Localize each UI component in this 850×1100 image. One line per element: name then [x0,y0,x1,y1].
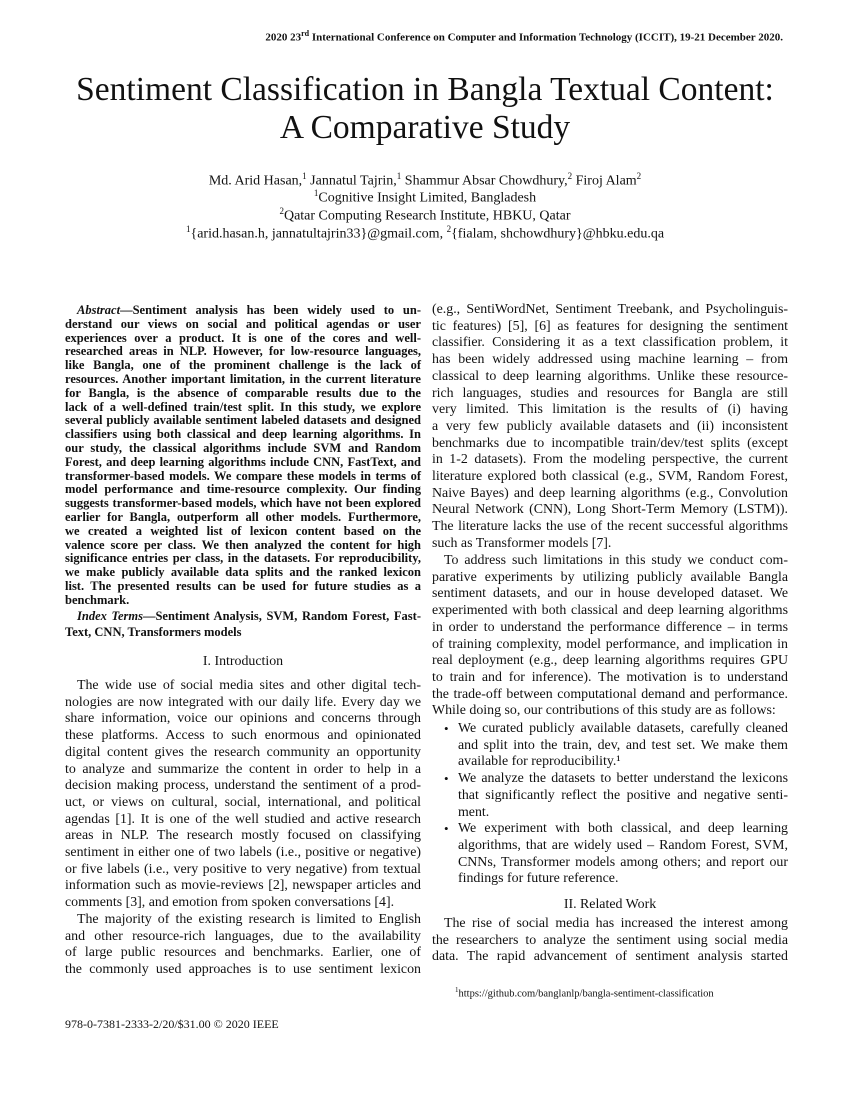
text-line [65,795,421,812]
line-text: several publicly available sentiment labeled datasets and designed [65,413,421,428]
line-text: we created a weighted list of lexicon content based on the [65,523,421,538]
text-line [432,916,788,933]
line-text: algorithms, that are widely used – Random Forest, SVM, [458,837,788,853]
line-text: data. The rapid advancement of sentiment analysis started [432,949,788,965]
line-text: these platforms. Access to such enormous and opinionated [65,728,421,744]
text-line [458,821,788,838]
line-text: lack of a well-defined train/test split. In this study, we explore [65,399,421,414]
line-text: The rise of social media has increased the interest among [444,916,788,931]
text-line [458,838,788,855]
text-line [65,728,421,745]
text-line [65,929,421,946]
paragraph [432,553,788,720]
text-line [65,442,421,456]
line-text: the commonly used approaches is to use sentiment lexicon [65,962,421,978]
index-terms [65,609,421,640]
line-text: sentiment in either one of two labels (i.e., positive or negative) [65,845,421,861]
list-item [432,821,788,888]
text-line [458,871,788,888]
list-item [432,721,788,771]
text-line [432,419,788,436]
line-text: resources. Another important limitation, in the current literature [65,371,421,386]
line-text: areas in NLP. The research mostly focused on classifying [65,828,421,844]
line-text: —Sentiment analysis has been widely used to un- [120,303,421,317]
text-line [65,552,421,566]
line-text: or five labels (i.e., very positive to very negative) from textual [65,861,421,877]
text-line [432,519,788,536]
line-text: such as Transformer models [7]. [432,535,612,551]
text-line [65,695,421,712]
text-line [432,687,788,704]
line-text: experiences over a product. It is one of the cores and well- [65,330,421,345]
text-line [432,335,788,352]
text-line [432,620,788,637]
line-text: derstand our views on social and political agendas or user [65,316,421,331]
conference-name: International Conference on Computer and Information Technology (ICCIT), 19-21 December 2020. [309,31,783,44]
line-text: suggests transformer-based models, which have not been explored [65,496,421,511]
line-text: the researchers to analyze the sentiment using social media [432,932,788,948]
text-line [65,539,421,553]
text-line [65,525,421,539]
text-line [65,497,421,511]
line-text: The wide use of social media sites and other digital tech- [77,678,421,693]
line-text: model performance and time-resource complexity. Our finding [65,482,421,497]
text-line [65,594,421,608]
line-text: researched areas in NLP. However, for low-resource languages, [65,344,421,359]
line-text: of large public resources and benchmarks. Earlier, one of [65,945,421,961]
text-line [65,483,421,497]
text-line [432,469,788,486]
paragraph [432,302,788,553]
line-text: very limited. This limitation is the results of (i) having [432,402,788,418]
footnote [455,986,714,1000]
line-text: CNNs, Transformer models among others; and report our [458,854,788,870]
line-text: transformer-based models. We compare these models in terms of [65,468,421,483]
text-line [432,603,788,620]
text-line [65,878,421,895]
line-text: We experiment with both classical, and deep learning [458,821,788,837]
text-line [432,933,788,950]
line-text: We analyze the datasets to better understand the lexicons [458,771,788,787]
line-text: ment. [458,804,490,820]
section-label: Index Terms [77,609,143,623]
paragraph [432,916,788,966]
text-line [65,304,421,318]
line-text: —Sentiment Analysis, SVM, Random Forest, Fast- [142,609,421,623]
text-line [65,470,421,484]
conference-header [265,29,783,44]
text-line [65,812,421,829]
line-text: agendas [1]. It is one of the well studied and active research [65,811,421,827]
text-line [432,553,788,570]
line-text: available for reproducibility.¹ [458,754,621,770]
text-line [65,912,421,929]
text-line [432,502,788,519]
line-text: digital content gives the research community an opportunity [65,744,421,760]
author-affiliation-mark: 1 [302,171,307,181]
text-line [432,949,788,966]
email-text: {arid.hasan.h, jannatultajrin33}@gmail.com, [190,226,447,242]
text-line [65,745,421,762]
text-line [458,788,788,805]
text-line [432,670,788,687]
line-text: classifiers using both classical and deep learning algorithms. In [65,427,421,442]
affiliation-mark: 2 [279,206,284,216]
text-line [65,456,421,470]
text-line [432,402,788,419]
line-text: and split into the train, dev, and test set. We make them [458,737,788,753]
text-line [65,373,421,387]
line-text: information such as movie-reviews [2], newspaper articles and [65,878,421,894]
text-line [432,536,788,553]
footnote-mark: 1 [455,986,459,994]
text-line [458,855,788,872]
text-line [65,711,421,728]
bullet-icon: • [444,821,449,837]
affiliation-mark: 1 [313,188,319,198]
line-text: of training complexity, model performance, and implication in [432,636,788,652]
line-text: valence score per class. We then analyzed the content for high [65,537,421,552]
line-text: decision making process, understand the sentiment of a prod- [65,778,421,794]
abstract [65,304,421,608]
text-line [65,962,421,979]
text-line [458,771,788,788]
text-line [65,609,421,625]
conference-ordinal: rd [301,29,310,38]
text-line [432,436,788,453]
text-line [65,762,421,779]
text-line [65,332,421,346]
affiliation-text: Cognitive Insight Limited, Bangladesh [318,190,537,206]
text-line [65,566,421,580]
line-text: classical to deep learning algorithms. Unlike these resource- [432,368,788,384]
line-text: We curated publicly available datasets, carefully cleaned [458,721,788,736]
text-line [65,945,421,962]
conference-year: 2020 23 [265,31,302,44]
line-text: a very few publicly available datasets and (ii) inconsistent [432,418,788,434]
text-line [432,570,788,587]
author: Firoj Alam [575,173,637,189]
line-text: share information, voice our opinions and concerns through [65,711,421,727]
footnote-link[interactable]: https://github.com/banglanlp/bangla-sentiment-classification [458,988,714,1000]
line-text: (e.g., SentiWordNet, Sentiment Treebank, and Psycholinguis- [432,302,788,317]
text-line [65,845,421,862]
bullet-icon: • [444,721,449,736]
author: Jannatul Tajrin, [310,173,397,189]
section-heading-introduction: I. Introduction [202,654,284,669]
line-text: findings for future reference. [458,871,619,887]
text-line [65,318,421,332]
text-line [65,580,421,594]
bullet-icon: • [444,771,449,787]
line-text: The majority of the existing research is limited to English [77,912,421,927]
line-text: earlier for Bangla, outperform all other models. Furthermore, [65,509,421,524]
email-mark: 2 [446,224,452,234]
line-text: the trade-off between computational demand and performance. [432,686,788,702]
line-text: has been widely addressed using machine learning – from [432,352,788,368]
list-item [432,771,788,821]
line-text: literature explored both classical (e.g., SVM, Random Forest, [432,469,788,485]
line-text: uct, or views on cultural, social, international, and political [65,794,421,810]
text-line [65,778,421,795]
text-line [458,721,788,738]
line-text: we make publicly available data splits and the ranked lexicon [65,565,421,580]
author: Shammur Absar Chowdhury, [404,173,568,189]
line-text: classifier. Considering it as a text classification problem, it [432,335,788,351]
text-line [432,352,788,369]
paragraph [65,678,421,912]
author: Md. Arid Hasan, [208,173,303,189]
text-line [432,369,788,386]
line-text: parative experiments by utilizing publicly available Bangla [432,569,788,585]
text-line [432,486,788,503]
text-line [65,625,421,641]
paper-title-line-1: Sentiment Classification in Bangla Textual Content: [76,71,774,108]
copyright-footer: 978-0-7381-2333-2/20/$31.00 © 2020 IEEE [65,1017,279,1031]
line-text: benchmark. [65,592,130,607]
line-text: and other resource-rich languages, due to the availability [65,928,421,944]
line-text: that significantly reflect the positive and negative senti- [458,787,788,803]
text-line [458,754,788,771]
line-text: Naive Bayes) and deep learning algorithms (e.g., Convolution [432,485,788,501]
text-line [65,862,421,879]
line-text: Neural Network (CNN), Long Short-Term Memory (LSTM)). [432,502,788,518]
author-affiliation-mark: 2 [567,171,573,181]
email-text: {fialam, shchowdhury}@hbku.edu.qa [451,226,665,242]
section-heading-related-work: II. Related Work [563,897,657,912]
email-mark: 1 [185,224,191,234]
line-text: comments [3], and emotion from spoken conversations [4]. [65,895,395,911]
text-line [458,738,788,755]
author-emails [0,220,850,244]
line-text: Forest, and deep learning algorithms include CNN, FastText, and [65,454,421,469]
line-text: tic features) [5], [6] as features for designing the sentiment [432,318,788,334]
line-text: list. The presented results can be used for future studies as a [65,578,421,593]
line-text: While doing so, our contributions of this study are as follows: [432,703,776,719]
line-text: benchmarks due to incompatible train/dev/test splits (except [432,435,788,451]
text-line [432,319,788,336]
author-affiliation-mark: 1 [396,171,402,181]
line-text: The literature lacks the use of the recent successful algorithms [432,519,788,535]
line-text: significance entries per class, in the datasets. For reproducibility, [65,551,421,566]
line-text: experimented with both classical and deep learning algorithms [432,603,788,619]
text-line [65,828,421,845]
line-text: like Bangla, one of the prominent challenge is the lack of [65,358,421,373]
text-line [65,345,421,359]
text-line [65,428,421,442]
text-line [65,359,421,373]
text-line [65,401,421,415]
line-text: in order to understand the performance difference – in terms [432,619,788,635]
paper-title-line-2: A Comparative Study [279,109,571,146]
text-line [65,511,421,525]
line-text: nologies are now integrated with our daily life. Every day we [65,694,421,710]
text-line [65,414,421,428]
line-text: in 1-2 datasets). From the modeling perspective, the current [432,452,788,468]
text-line [432,637,788,654]
text-line [65,895,421,912]
line-text: Text, CNN, Transformers models [65,624,242,639]
text-line [432,302,788,319]
text-line [65,387,421,401]
line-text: sentiment datasets, and our in house developed dataset. We [432,586,788,602]
text-line [432,653,788,670]
section-label: Abstract [77,303,121,317]
text-line [432,452,788,469]
text-line [458,805,788,822]
line-text: our study, the classical algorithms include SVM and Random [65,440,421,455]
text-line [65,678,421,695]
line-text: To address such limitations in this study we conduct com- [444,553,788,568]
line-text: rich languages, studies and resources for Bangla are still [432,385,788,401]
author-affiliation-mark: 2 [636,171,642,181]
contributions-list [432,721,788,888]
text-line [432,703,788,720]
affiliation-text: Qatar Computing Research Institute, HBKU, Qatar [283,208,571,224]
text-line [432,386,788,403]
paragraph [65,912,421,979]
line-text: to analyze and summarize the content in order to help in a [65,761,421,777]
line-text: real deployment (e.g., deep learning algorithms requires GPU [432,653,788,669]
line-text: to train and for inference). The motivation is to understand [432,669,788,685]
text-line [432,586,788,603]
line-text: for Bangla, is the absence of comparable results due to the [65,385,421,400]
